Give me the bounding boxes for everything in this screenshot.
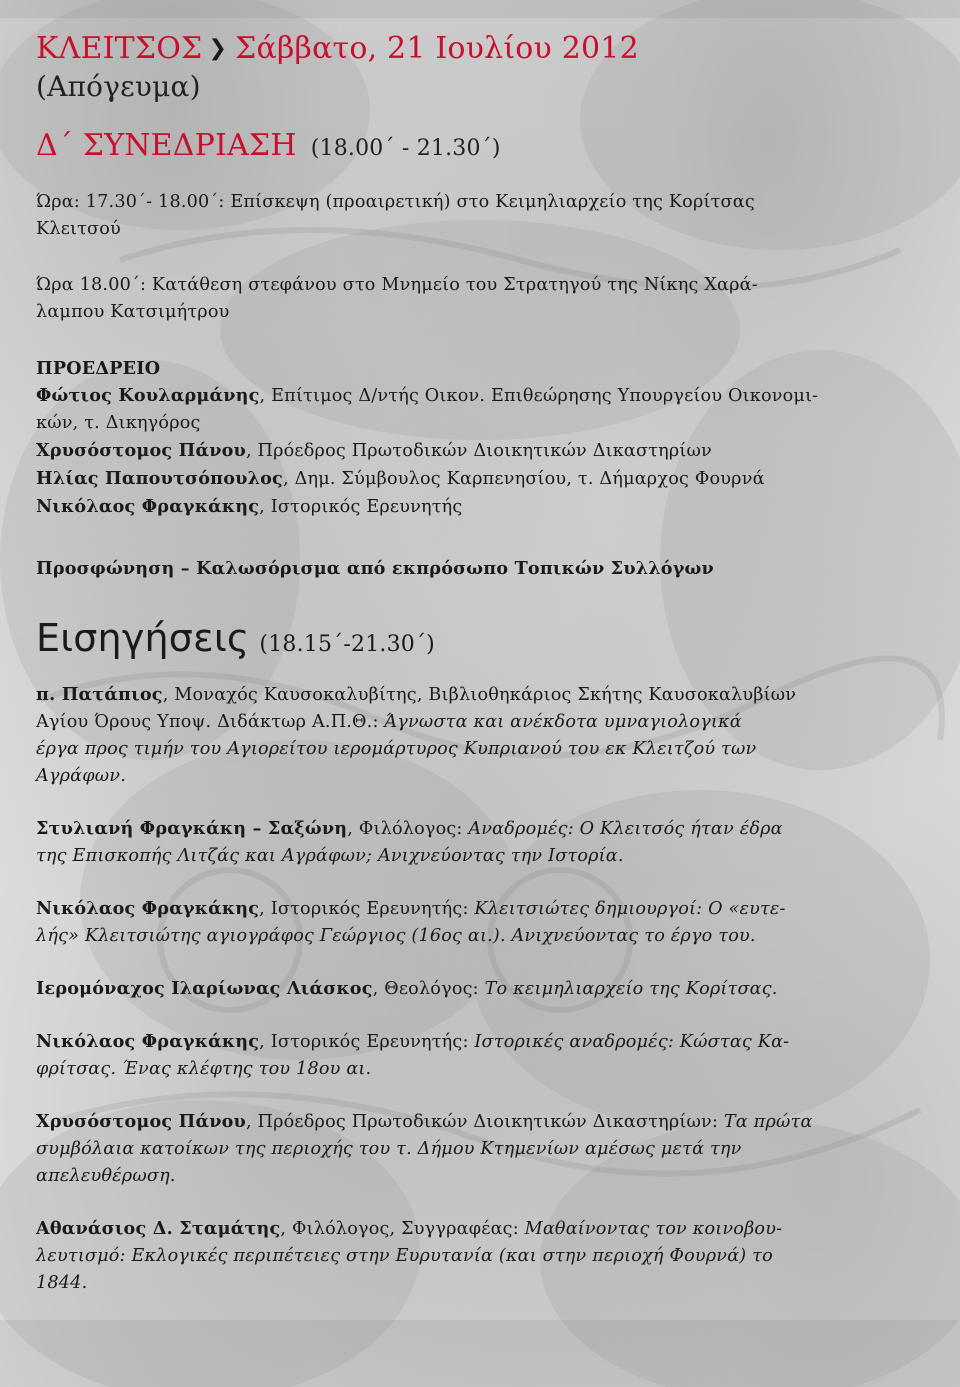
talk-item [36,1215,926,1297]
period-label: (Απόγευμα) [36,70,201,103]
talk-title: Μαθαίνοντας τον κοινοβου- [524,1219,783,1239]
talk-line [36,763,926,790]
session-time: (18.00΄ - 21.30΄) [310,136,501,161]
visit-entry [36,189,926,243]
presidium-member-cont: κών, τ. Δικηγόρος [36,413,201,433]
talk-title: λής» Κλειτσιώτης αγιογράφος Γεώργιος (16ος αι.). Ανιχνεύοντας το έργο του. [36,926,756,946]
intros-title: Εισηγήσεις [36,616,250,660]
talk-line [36,923,926,950]
talk-item [36,815,926,870]
presidium-member [36,437,926,465]
speaker-role: , Μοναχός Καυσοκαλυβίτης, Βιβλιοθηκάριος Σκήτης Καυσοκαλυβίων [162,685,797,705]
member-role: , Πρόεδρος Πρωτοδικών Διοικητικών Δικαστηρίων [245,441,712,461]
talk-item [36,1108,926,1190]
talk-item [36,975,926,1003]
talk-line [36,975,926,1003]
speaker-role: , Πρόεδρος Πρωτοδικών Διοικητικών Δικαστηρίων: [245,1112,724,1132]
visit-line: Ώρα: 17.30΄- 18.00΄: Επίσκεψη (προαιρετική) στο Κειμηλιαρχείο της Κορίτσας [36,192,755,212]
talk-title: Αναδρομές: Ο Κλειτσός ήταν έδρα [468,819,783,839]
visit-line: Κλειτσού [36,219,121,239]
talk-line [36,1056,926,1083]
talk-title: λευτισμό: Εκλογικές περιπέτειες στην Ευρυτανία (και στην περιοχή Φουρνά) το [36,1246,773,1266]
member-name: Φώτιος Κουλαρμάνης [36,385,260,406]
program-content [36,30,926,1297]
talk-title: 1844. [36,1273,88,1293]
talk-item [36,1028,926,1083]
header-line [36,30,926,68]
member-name: Χρυσόστομος Πάνου [36,440,246,461]
talk-line [36,1028,926,1056]
talk-title: συμβόλαια κατοίκων της περιοχής του τ. Δήμου Κτημενίων αμέσως μετά την [36,1139,742,1159]
talk-title: Κλειτσιώτες δημιουργοί: Ο «ευτε- [474,899,786,919]
presidium-member [36,465,926,493]
presidium-member [36,382,926,410]
talk-line [36,1243,926,1270]
presidium-heading: ΠΡΟΕΔΡΕΙΟ [36,358,161,379]
speaker-role: , Ιστορικός Ερευνητής: [259,1032,475,1052]
talk-item [36,681,926,790]
talk-line [36,1270,926,1297]
talk-title: Άγνωστα και ανέκδοτα υμναγιολογικά [384,712,742,732]
talk-line [36,1163,926,1190]
wreath-line: λαμπου Κατσιμήτρου [36,302,230,322]
speaker-name: Νικόλαος Φραγκάκης [36,898,260,919]
speaker-role: , Θεολόγος: [372,979,485,999]
talk-line [36,815,926,843]
talk-title: Ιστορικές αναδρομές: Κώστας Κα- [474,1032,790,1052]
member-name: Νικόλαος Φραγκάκης [36,496,260,517]
talk-title: φρίτσας. Ένας κλέφτης του 18ου αι. [36,1059,372,1079]
member-role: , Ιστορικός Ερευνητής [259,497,463,517]
talk-line [36,1108,926,1136]
speaker-role: , Ιστορικός Ερευνητής: [259,899,475,919]
speaker-role: , Φιλόλογος, Συγγραφέας: [280,1219,525,1239]
speaker-name: Αθανάσιος Δ. Σταμάτης [36,1218,281,1239]
presidium-block [36,355,926,521]
wreath-line: Ώρα 18.00΄: Κατάθεση στεφάνου στο Μνημείο του Στρατηγού της Νίκης Χαρά- [36,275,758,295]
session-heading [36,126,926,169]
intros-heading [36,616,926,667]
talk-title: Αγράφων. [36,766,126,786]
talk-title: απελευθέρωση. [36,1166,176,1186]
talk-line [36,736,926,763]
speaker-name: Νικόλαος Φραγκάκης [36,1031,260,1052]
talk-line [36,1136,926,1163]
talk-title: Το κειμηλιαρχείο της Κορίτσας. [484,979,778,999]
chevron-right-icon: ❯ [208,36,228,61]
speaker-role: Αγίου Όρους Υποψ. Διδάκτωρ Α.Π.Θ.: [36,712,385,732]
speaker-name: Χρυσόστομος Πάνου [36,1111,246,1132]
session-title: Δ΄ ΣΥΝΕΔΡΙΑΣΗ [36,128,297,163]
place-name: ΚΛΕΙΤΣΟΣ [36,31,203,66]
speaker-role: , Φιλόλογος: [347,819,469,839]
talk-line [36,895,926,923]
talk-title: έργα προς τιμήν του Αγιορείτου ιερομάρτυρος Κυπριανού του εκ Κλειτζού των [36,739,757,759]
speaker-name: π. Πατάπιος [36,684,163,705]
event-date: Σάββατο, 21 Ιουλίου 2012 [235,31,639,66]
member-role: , Δημ. Σύμβουλος Καρπενησίου, τ. Δήμαρχος Φουρνά [282,469,765,489]
member-name: Ηλίας Παπουτσόπουλος [36,468,283,489]
talk-line [36,843,926,870]
talk-title: Τα πρώτα [723,1112,813,1132]
speaker-name: Στυλιανή Φραγκάκη – Σαξώνη [36,818,348,839]
member-role: , Επίτιμος Δ/ντής Οικον. Επιθεώρησης Υπουργείου Οικονομι- [259,386,819,406]
talk-title: της Επισκοπής Λιτζάς και Αγράφων; Ανιχνεύοντας την Ιστορία. [36,846,624,866]
welcome-address: Προσφώνηση – Καλωσόρισμα από εκπρόσωπο Τοπικών Συλλόγων [36,558,714,579]
talk-line [36,709,926,736]
intros-time: (18.15΄-21.30΄) [259,632,435,657]
wreath-entry [36,272,926,326]
talk-line [36,1215,926,1243]
presidium-member [36,493,926,521]
talk-line [36,681,926,709]
talk-item [36,895,926,950]
speaker-name: Ιερομόναχος Ιλαρίωνας Λιάσκος [36,978,373,999]
